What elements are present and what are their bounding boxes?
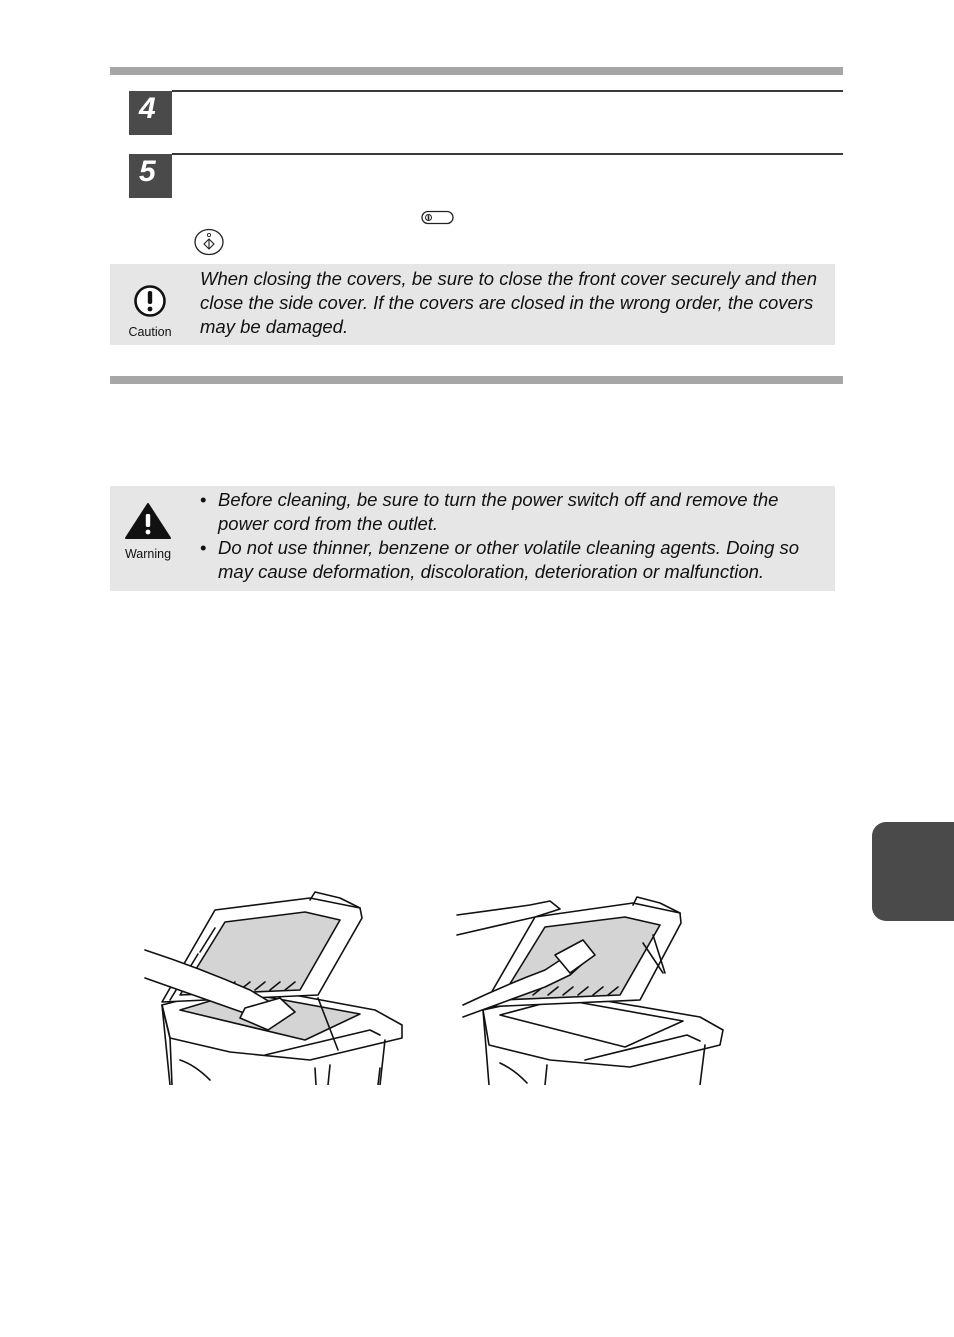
warning-label: Warning <box>124 547 172 561</box>
power-save-key-icon <box>421 210 454 225</box>
section-rule-cleaning <box>110 376 843 384</box>
warning-text <box>200 488 827 584</box>
caution-icon-group <box>122 284 178 339</box>
start-key-icon <box>193 228 225 256</box>
chapter-tab <box>872 822 954 921</box>
clean-glass-illustration <box>140 890 415 1085</box>
warning-icon-group <box>120 502 176 561</box>
warning-notice <box>110 486 835 591</box>
warning-icon <box>124 502 172 540</box>
section-rule-top <box>110 67 843 75</box>
step-5-rule <box>172 153 843 155</box>
warning-item: • Before cleaning, be sure to turn the power switch off and remove the power cord from the outlet. <box>200 489 779 534</box>
step-5-number: 5 <box>129 154 172 198</box>
warning-item-text: Do not use thinner, benzene or other volatile cleaning agents. Doing so may cause deformation, discoloration, deterioration or malfunction. <box>218 537 800 582</box>
step-4-rule <box>172 90 843 92</box>
caution-icon <box>133 284 167 318</box>
caution-label: Caution <box>128 325 172 339</box>
warning-item-text: Before cleaning, be sure to turn the power switch off and remove the power cord from the outlet. <box>218 489 779 534</box>
step-4-number: 4 <box>129 91 172 135</box>
warning-list <box>200 488 827 584</box>
caution-notice <box>110 264 835 345</box>
warning-item: • Do not use thinner, benzene or other volatile cleaning agents. Doing so may cause deformation, discoloration, deterioration or malfunction. <box>200 537 800 582</box>
caution-text: When closing the covers, be sure to close the front cover securely and then close the side cover. If the covers are closed in the wrong order, the covers may be damaged. <box>200 268 817 337</box>
clean-lid-illustration <box>455 895 730 1085</box>
